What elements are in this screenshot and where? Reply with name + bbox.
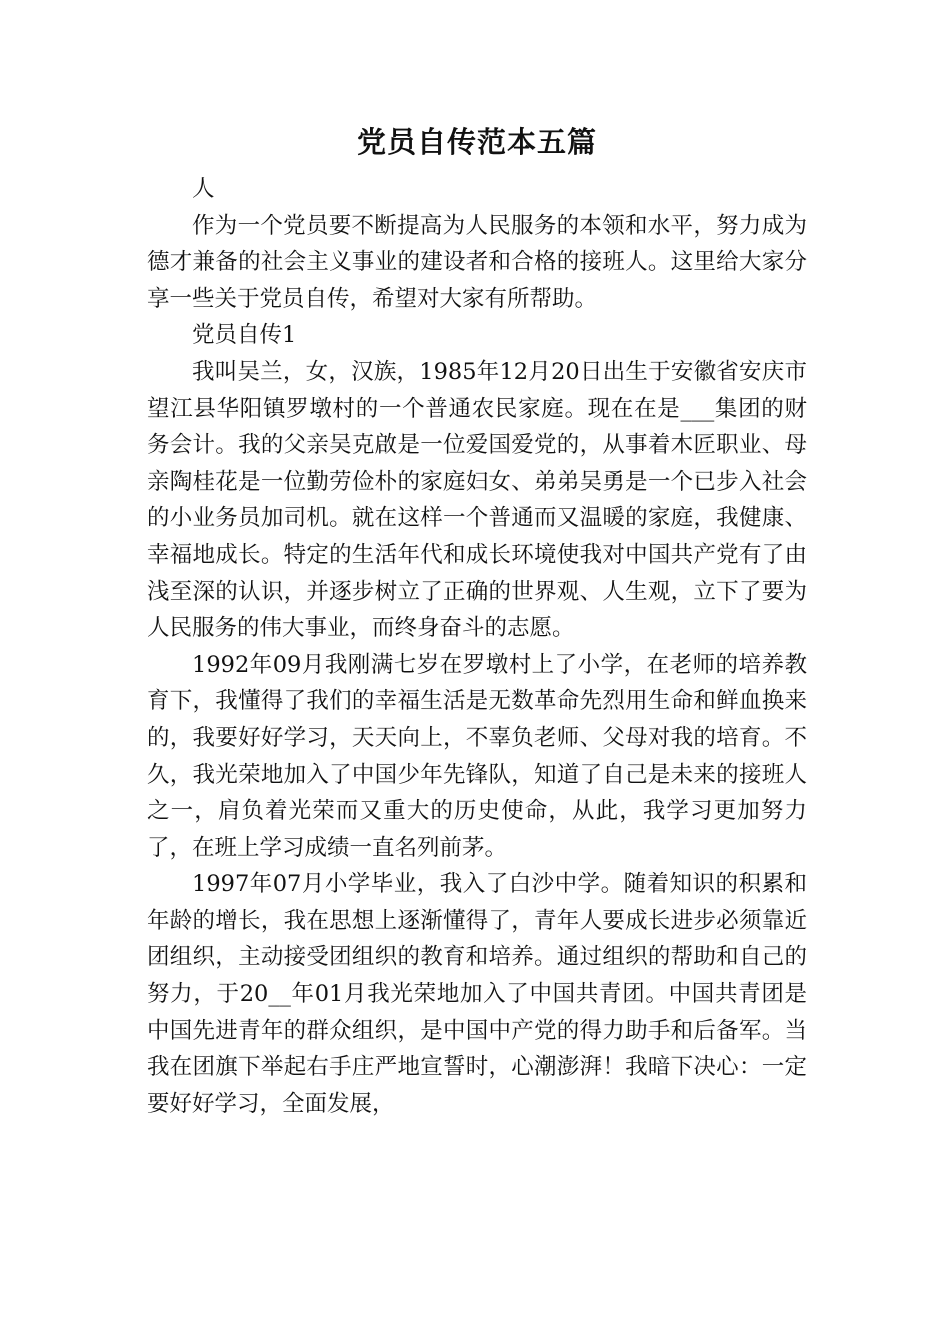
paragraph-family: 我叫吴兰，女，汉族，1985年12月20日出生于安徽省安庆市望江县华阳镇罗墩村的一个普通农民家庭。现在在是___集团的财务会计。我的父亲吴克啟是一位爱国爱党的，从事着木匠职业、母亲陶桂花是一位勤劳俭朴的家庭妇女、弟弟吴勇是一个已步入社会的小业务员加司机。就在这样一个普通而又温暖的家庭，我健康、幸福地成长。特定的生活年代和成长环境使我对中国共产党有了由浅至深的认识，并逐步树立了正确的世界观、人生观，立下了要为人民服务的伟大事业，而终身奋斗的志愿。 [147, 358, 807, 642]
paragraph-fragment: 人 [192, 176, 215, 202]
paragraph-intro: 作为一个党员要不断提高为人民服务的本领和水平，努力成为德才兼备的社会主义事业的建设者和合格的接班人。这里给大家分享一些关于党员自传，希望对大家有所帮助。 [147, 212, 807, 312]
section-heading: 党员自传1 [192, 322, 297, 349]
paragraph-middle-school: 1997年07月小学毕业，我入了白沙中学。随着知识的积累和年龄的增长，我在思想上逐渐懂得了，青年人要成长进步必须靠近团组织，主动接受团组织的教育和培养。通过组织的帮助和自己的努力，于20__年01月我光荣地加入了中国共青团。中国共青团是中国先进青年的群众组织，是中国中产党的得力助手和后备军。当我在团旗下举起右手庄严地宣誓时，心潮澎湃！我暗下决心：一定要好好学习，全面发展， [147, 871, 807, 1117]
document-title: 党员自传范本五篇 [356, 125, 597, 159]
paragraph-primary-school: 1992年09月我刚满七岁在罗墩村上了小学，在老师的培养教育下，我懂得了我们的幸福生活是无数革命先烈用生命和鲜血换来的，我要好好学习，天天向上，不辜负老师、父母对我的培育。不久，我光荣地加入了中国少年先锋队，知道了自己是未来的接班人之一，肩负着光荣而又重大的历史使命，从此，我学习更加努力了，在班上学习成绩一直名列前茅。 [147, 651, 807, 861]
document-page [147, 118, 807, 1122]
